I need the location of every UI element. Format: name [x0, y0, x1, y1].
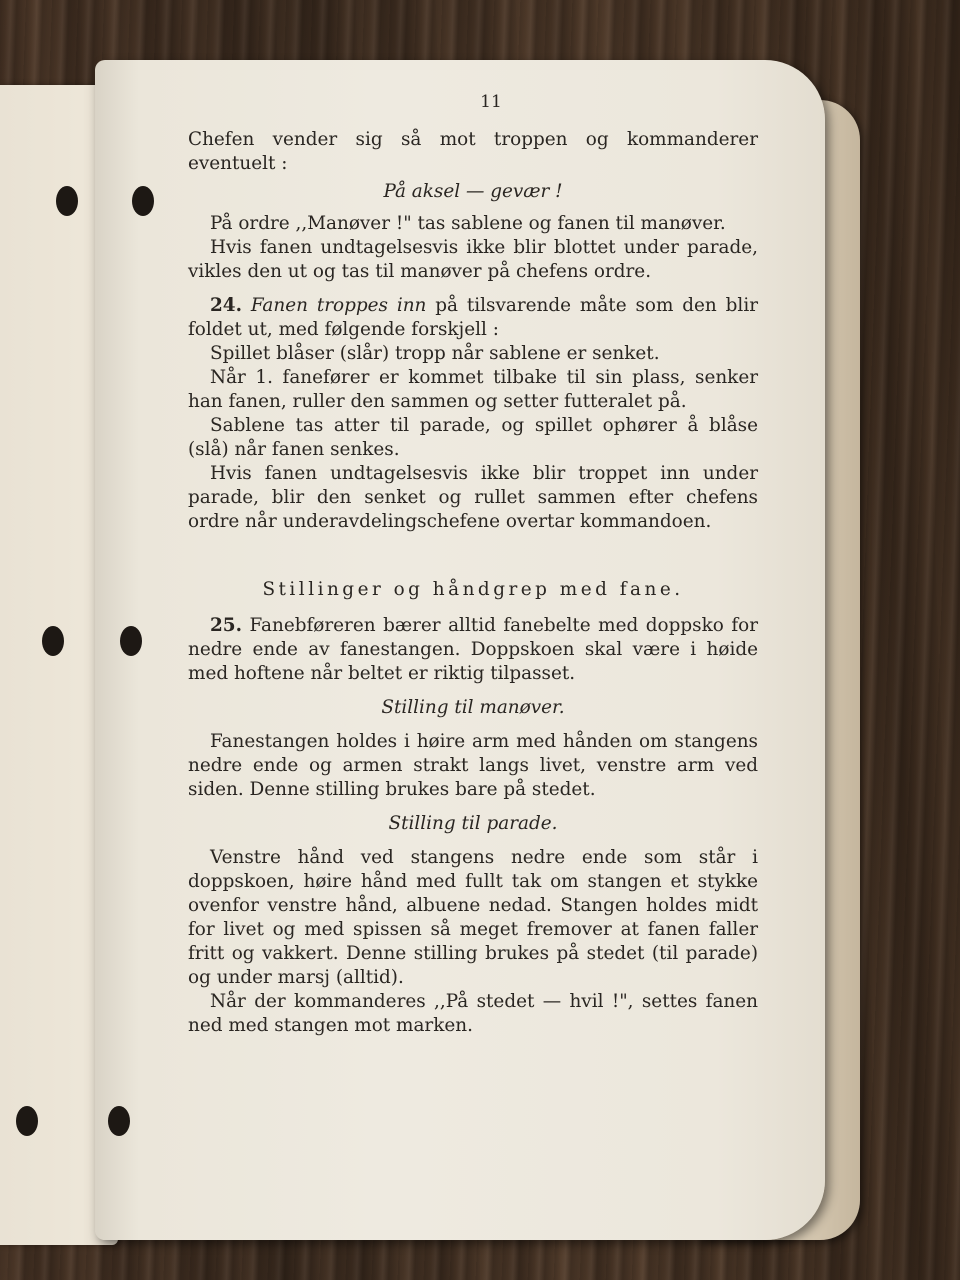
punch-hole — [56, 186, 78, 216]
paragraph: Hvis fanen undtagelsesvis ikke blir blottet under parade, vikles den ut og tas til manøver på chefens ordre. — [188, 237, 758, 282]
section-number: 25. — [210, 615, 242, 636]
paragraph: Venstre hånd ved stangens nedre ende som står i doppskoen, høire hånd med fullt tak om stangen et stykke ovenfor venstre hånd, albuene nedad. Stangen holdes midt for livet og med spissen så meget fremover at fanen faller fritt og vakkert. Denne stilling brukes på stedet (til parade) og under marsj (alltid). — [188, 847, 758, 988]
paragraph: Sablene tas atter til parade, og spillet ophører å blåse (slå) når fanen senkes. — [188, 415, 758, 460]
subheading-manover: Stilling til manøver. — [381, 697, 565, 718]
section-title: Fanen troppes inn — [250, 295, 427, 316]
paragraph: På ordre ,,Manøver !" tas sablene og fanen til manøver. — [210, 213, 726, 234]
punch-hole — [42, 626, 64, 656]
punch-hole — [108, 1106, 130, 1136]
punch-hole — [120, 626, 142, 656]
section-25-text: Fanebføreren bærer alltid fanebelte med doppsko for nedre ende av fanestangen. Doppskoen skal være i høide med hoftene når beltet er riktig tilpasset. — [188, 615, 758, 684]
paragraph: Chefen vender sig så mot troppen og kommanderer eventuelt : — [188, 129, 758, 174]
command-line: På aksel — gevær ! — [383, 181, 563, 202]
page-text — [188, 90, 758, 1038]
section-24-intro — [188, 294, 758, 342]
paragraph: Fanestangen holdes i høire arm med hånden om stangens nedre ende og armen strakt langs livet, venstre arm ved siden. Denne stilling brukes bare på stedet. — [188, 731, 758, 800]
section-intro-text: på tilsvarende måte som den blir foldet ut, med følgende forskjell : — [188, 295, 758, 340]
subheading-parade: Stilling til parade. — [388, 813, 558, 834]
paragraph: Når der kommanderes ,,På stedet — hvil !", settes fanen ned med stangen mot marken. — [188, 991, 758, 1036]
punch-hole — [132, 186, 154, 216]
paragraph: Når 1. fanefører er kommet tilbake til sin plass, senker han fanen, ruller den sammen og setter futteralet på. — [188, 367, 758, 412]
section-heading: Stillinger og håndgrep med fane. — [262, 579, 684, 600]
paragraph: Hvis fanen undtagelsesvis ikke blir troppet inn under parade, blir den senket og rullet sammen efter chefens ordre når underavdelingschefene overtar kommandoen. — [188, 463, 758, 532]
section-number: 24. — [210, 295, 242, 316]
punch-hole — [16, 1106, 38, 1136]
paragraph: Spillet blåser (slår) tropp når sablene er senket. — [210, 343, 660, 364]
page-number: 11 — [480, 92, 502, 112]
section-25 — [188, 614, 758, 686]
